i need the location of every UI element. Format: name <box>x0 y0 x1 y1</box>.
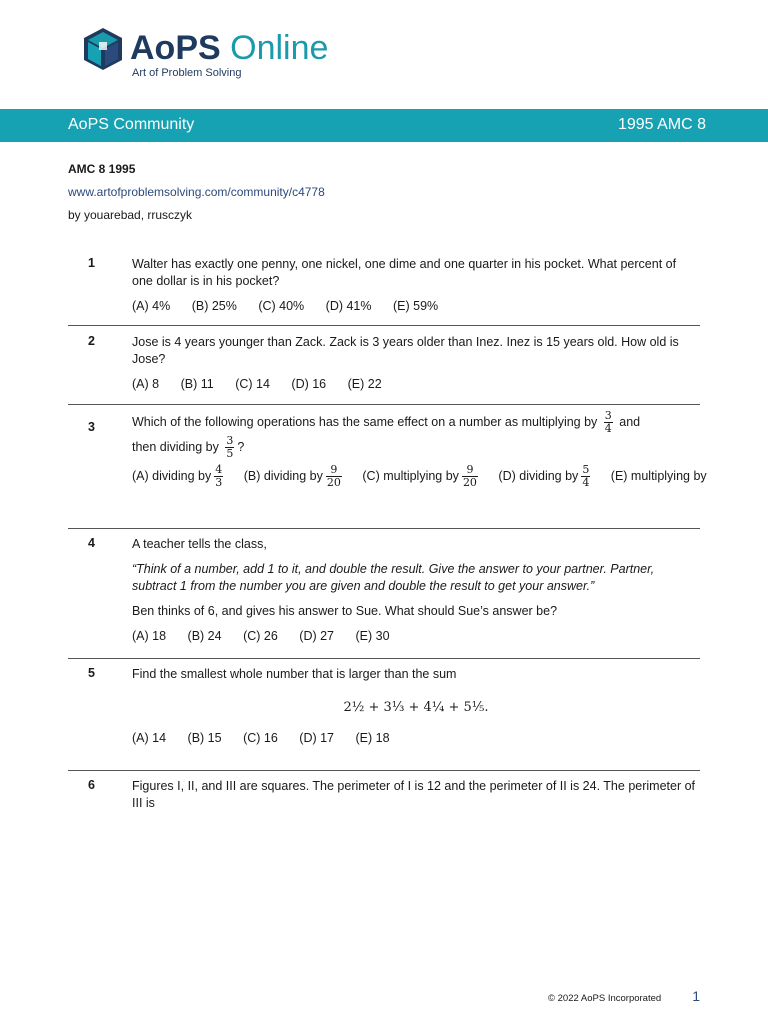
fraction: $\frac{3}{5}$ <box>226 434 234 460</box>
fraction: $\frac{3}{4}$ <box>604 409 612 435</box>
problem-quote: “Think of a number, add 1 to it, and double the result. Give the answer to your partner. Partner, subtract 1 from the number you are given and double the result to get your answer.” <box>132 562 655 593</box>
header-banner <box>0 109 768 142</box>
problem-text: Which of the following operations has the same effect on a number as multiplying by $\frac{3}{4}$ and then dividing by $\frac{3}{5}$ ? <box>132 409 641 460</box>
choice-b: (B) 25% <box>191 299 237 313</box>
choice-e: (E) 30 <box>355 629 390 643</box>
authors: by youarebad, rrusczyk <box>68 208 193 222</box>
choice-a: (A) 4% <box>132 299 171 313</box>
contest-title: 1995 AMC 8 <box>617 116 706 133</box>
problem-6 <box>68 778 700 820</box>
problem-text: A teacher tells the class, <box>132 537 267 551</box>
problem-text: Jose is 4 years younger than Zack. Zack is 3 years older than Inez. Inez is 15 years old. How old is Jose? <box>132 335 679 366</box>
choice-d: (D) 17 <box>299 731 335 745</box>
problem-number: 6 <box>88 778 95 792</box>
problem-text: Walter has exactly one penny, one nickel, one dime and one quarter in his pocket. What percent of one dollar is in his pocket? <box>132 257 677 288</box>
problem-number: 5 <box>88 666 95 680</box>
problem-number: 4 <box>88 536 95 550</box>
choice-e: (E) 18 <box>355 731 390 745</box>
page-number: 1 <box>692 988 700 1004</box>
answer-choices <box>132 464 768 489</box>
problem-number: 1 <box>88 256 95 270</box>
copyright: © 2022 AoPS Incorporated <box>548 993 662 1004</box>
choice-c: (C) 16 <box>243 731 278 745</box>
divider <box>68 528 700 529</box>
answer-choices <box>132 376 700 393</box>
choice-a: (A) 8 <box>132 377 160 391</box>
brand-name: AoPS Online <box>130 29 329 67</box>
problem-text-2: Ben thinks of 6, and gives his answer to Sue. What should Sue’s answer be? <box>132 604 558 618</box>
problem-4 <box>68 536 700 645</box>
problem-number: 3 <box>88 420 95 434</box>
problem-1 <box>68 256 700 315</box>
aops-cube-logo-icon <box>80 26 126 72</box>
problem-text: Figures I, II, and III are squares. The perimeter of I is 12 and the perimeter of II is 24. The perimeter of III is <box>132 779 696 810</box>
choice-b: (B) 15 <box>187 731 222 745</box>
sum-equation: 2½ + 3⅓ + 4¼ + 5⅕. <box>343 700 489 715</box>
document-meta <box>68 158 325 227</box>
problem-2 <box>68 334 700 393</box>
answer-choices <box>132 628 700 645</box>
choice-a: (A) 18 <box>132 629 167 643</box>
document-title: AMC 8 1995 <box>68 162 136 176</box>
choice-b: (B) 24 <box>187 629 222 643</box>
community-link[interactable]: AoPS Community <box>68 116 195 133</box>
choice-c: (C) multiplying by $\frac{9}{20}$ <box>362 464 477 489</box>
choice-b: (B) 11 <box>180 377 214 391</box>
answer-choices <box>132 298 700 315</box>
problem-5 <box>68 666 700 747</box>
choice-d: (D) 16 <box>291 377 327 391</box>
choice-e: (E) 22 <box>347 377 382 391</box>
choice-d: (D) 41% <box>325 299 372 313</box>
problem-text: Find the smallest whole number that is larger than the sum <box>132 667 457 681</box>
choice-b: (B) dividing by $\frac{9}{20}$ <box>243 464 341 489</box>
problem-3 <box>68 409 707 489</box>
brand-tagline: Art of Problem Solving <box>132 67 242 79</box>
choice-e: (E) 59% <box>392 299 439 313</box>
choice-a: (A) dividing by $\frac{4}{3}$ <box>132 464 223 489</box>
answer-choices <box>132 730 700 747</box>
divider <box>68 404 700 405</box>
choice-c: (C) 40% <box>258 299 305 313</box>
problem-number: 2 <box>88 334 95 348</box>
choice-e: (E) multiplying by <box>610 468 707 483</box>
choice-c: (C) 14 <box>235 377 270 391</box>
choice-c: (C) 26 <box>243 629 278 643</box>
divider <box>68 658 700 659</box>
community-url-link[interactable]: www.artofproblemsolving.com/community/c4778 <box>68 185 325 199</box>
choice-a: (A) 14 <box>132 731 167 745</box>
choice-d: (D) 27 <box>299 629 335 643</box>
divider <box>68 325 700 326</box>
choice-d: (D) dividing by $\frac{5}{4}$ <box>498 464 590 489</box>
divider <box>68 770 700 771</box>
